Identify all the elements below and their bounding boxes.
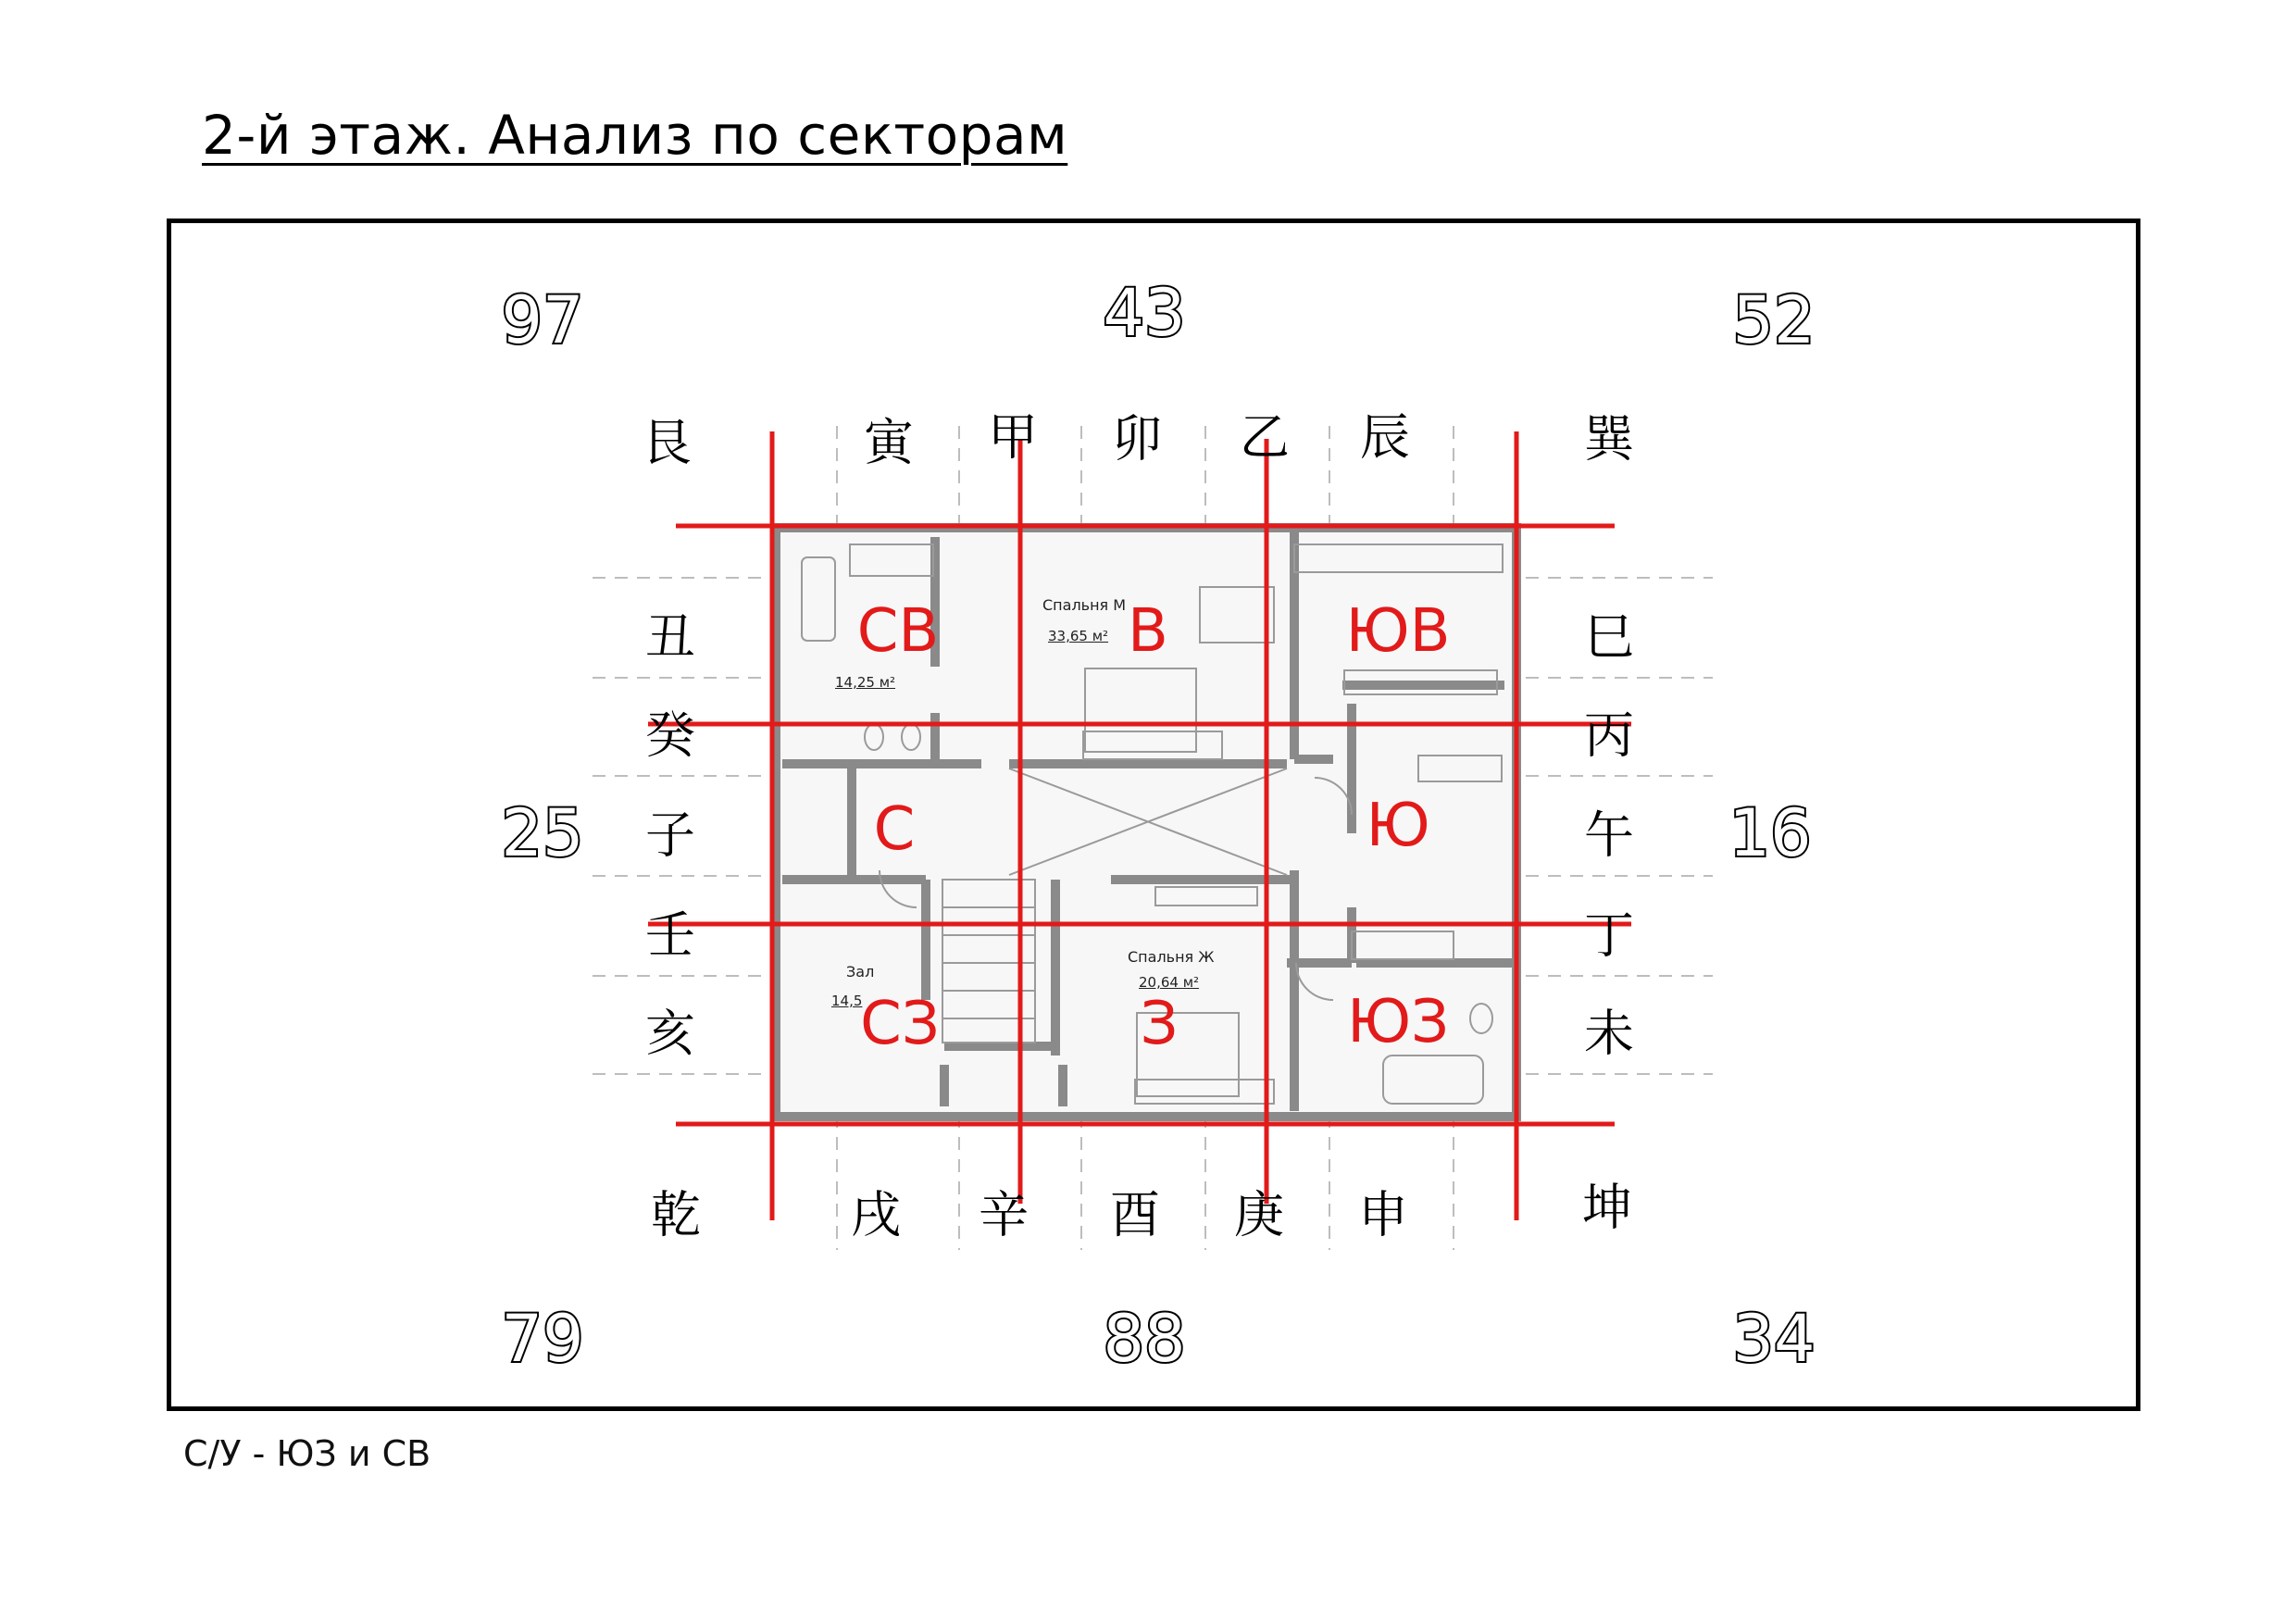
mountain-bottom-1: 乾: [651, 1185, 701, 1244]
corner-number-n: 43: [1103, 275, 1186, 351]
sector-label-yuz: ЮЗ: [1346, 988, 1450, 1056]
room-area-bath-ne: 14,25 м²: [835, 674, 896, 691]
mountain-top-1: 艮: [642, 413, 692, 472]
mountain-left-1: 丑: [645, 607, 695, 667]
mountain-right-4: 丁: [1584, 906, 1634, 965]
sector-label-sv: СВ: [856, 597, 940, 666]
mountain-bottom-4: 酉: [1110, 1185, 1160, 1244]
sector-label-sz: СЗ: [860, 990, 940, 1058]
corner-number-s: 88: [1103, 1301, 1186, 1377]
sector-label-z: З: [1140, 990, 1179, 1058]
sector-label-s: С: [873, 795, 916, 864]
mountain-top-5: 乙: [1240, 407, 1290, 467]
mountain-bottom-2: 戌: [851, 1185, 901, 1244]
room-area-bedroom-w: 20,64 м²: [1139, 974, 1200, 991]
room-name-bedroom-w: Спальня Ж: [1128, 948, 1215, 966]
mountain-top-4: 卯: [1112, 409, 1162, 468]
mountain-top-7: 巽: [1584, 409, 1634, 468]
mountain-bottom-3: 辛: [979, 1185, 1029, 1244]
mountain-left-4: 壬: [645, 906, 695, 965]
mountain-top-3: 甲: [988, 407, 1038, 467]
corner-number-ne: 52: [1732, 282, 1816, 358]
page-title: 2-й этаж. Анализ по секторам: [202, 104, 1068, 167]
mountain-right-1: 巳: [1584, 607, 1634, 667]
mountain-top-2: 寅: [864, 413, 914, 472]
mountain-left-5: 亥: [645, 1004, 695, 1063]
room-area-hall: 14,5: [831, 993, 863, 1009]
footnote: С/У - ЮЗ и СВ: [183, 1433, 431, 1474]
corner-number-w: 25: [501, 795, 584, 871]
mountain-right-3: 午: [1584, 806, 1634, 865]
mountain-bottom-5: 庚: [1234, 1185, 1284, 1244]
corner-number-nw: 97: [501, 282, 584, 358]
mountain-right-5: 未: [1584, 1004, 1634, 1063]
mountain-bottom-6: 申: [1358, 1185, 1408, 1244]
room-name-bedroom-m: Спальня М: [1042, 596, 1127, 614]
corner-number-se: 34: [1732, 1301, 1816, 1377]
mountain-bottom-7: 坤: [1582, 1178, 1632, 1237]
sector-label-v: В: [1128, 597, 1168, 666]
corner-number-e: 16: [1728, 795, 1812, 871]
corner-number-sw: 79: [501, 1301, 584, 1377]
room-area-bedroom-m: 33,65 м²: [1048, 628, 1109, 644]
mountain-left-2: 癸: [645, 706, 695, 765]
mountain-top-6: 辰: [1360, 407, 1410, 467]
sector-label-yu: Ю: [1366, 792, 1430, 860]
room-name-hall: Зал: [846, 963, 875, 981]
sector-label-yuv: ЮВ: [1345, 597, 1451, 666]
mountain-left-3: 子: [645, 806, 695, 865]
mountain-right-2: 丙: [1584, 706, 1634, 765]
